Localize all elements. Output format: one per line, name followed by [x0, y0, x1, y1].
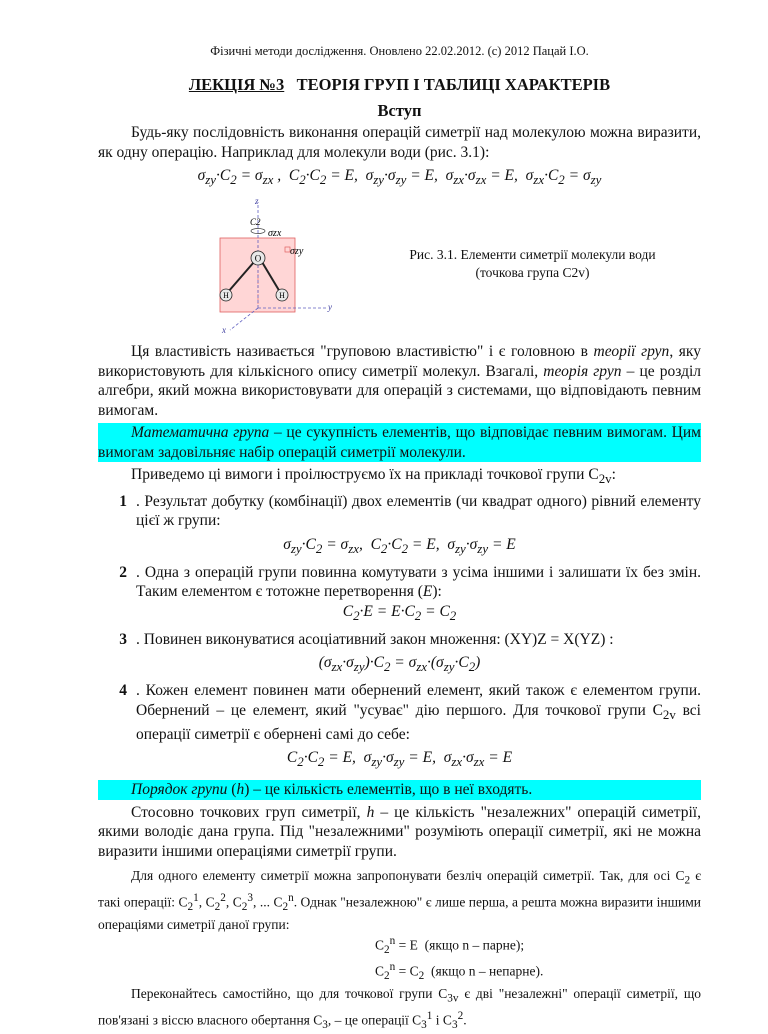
caption-line-2: (точкова група C2v) — [475, 265, 590, 281]
intro-paragraph: Будь-яку послідовність виконання операцій симетрії над молекулою можна виразити, як одну операцію. Наприклад для молекули води (рис. 3.1): — [98, 124, 701, 161]
group-property-paragraph: Ця властивість називається "груповою властивістю" і є головною в теорії груп, яку використовують для кількісного опису симетрії молекул. Взагалі, теорія груп – це розділ алгебри, який можна використовувати для операцій з системами, що відповідають певним вимогам. — [98, 343, 701, 419]
requirement-3: 3 . Повинен виконуватися асоціативний закон множення: (XY)Z = X(YZ) : — [119, 630, 614, 648]
formula-requirement-4: $C_2\cdot C_2 = E$, $\sigma_{zy}\cdot\sigma_{zy} = E$, $\sigma_{zx}\cdot\sigma_{zx} = E$ — [286, 749, 513, 770]
running-header: Фізичні методи дослідження. Оновлено 22.02.2012. (c) 2012 Пацай І.О. — [210, 44, 589, 58]
term-group-theory-2: теорія груп — [543, 362, 622, 380]
caption-line-1: Рис. 3.1. Елементи симетрії молекули води — [409, 247, 656, 263]
formula-water: $\sigma_{zy}\cdot C_2 = \sigma_{zx}$ , $C_2\cdot C_2 = E$, $\sigma_{zy}\cdot\sigma_{zy} = E$, $\sigma_{zx}\cdot\sigma_{zx} = E$, $\sigma_{zx}\cdot C_2 = \sigma_{zy}$ — [197, 167, 602, 188]
sigma-zy-label: σzy — [290, 246, 304, 258]
figure-water-symmetry — [98, 196, 701, 334]
requirement-4: 4 . Кожен елемент повинен мати обернений елемент, який також є елементом групи. Обернений – це елемент, який "усуває" дію першого. Для точкової групи $C_{2v}$ всі операції симетрії є обернені самі до себе: — [119, 682, 701, 743]
note-paragraph-2: Переконайтесь самостійно, що для точкової групи $C_{3v}$ є дві "незалежні" операції симетрії, що пов'язані з віссю власного обертання $C_3$, – це операції $C_3^1$ і $C_3^2$. — [98, 986, 701, 1032]
note-paragraph-1: Для одного елементу симетрії можна запропонувати безліч операцій симетрії. Так, для осі $C_2$ є такі операції: $C_2^1$, $C_2^2$, $C_2^3$, ... $C_2^n$. Однак "незалежною" є лише перша, а решта можна виразити іншими операціями симетрії даної групи: — [98, 868, 702, 933]
lecture-title — [98, 75, 701, 95]
note-formula-even: $C_2^n = E$ (якщо n – парне); — [375, 935, 525, 957]
formula-requirement-3: $(\sigma_{zx}\cdot\sigma_{zy})\cdot C_2 = \sigma_{zx}\cdot(\sigma_{zy}\cdot C_2)$ — [318, 654, 481, 675]
oxygen-label: O — [254, 253, 262, 264]
page — [98, 44, 701, 1034]
definition-math-group: Математична група – це сукупність елементів, що відповідає певним вимогам. Цим вимогам задовільняє набір операцій симетрії молекули. — [98, 424, 701, 461]
term-math-group: Математична група — [131, 424, 270, 442]
requirement-4-number: 4 — [119, 682, 127, 700]
example-paragraph: Приведемо ці вимоги і проілюструємо їх на прикладі точкової групи $C_{2v}$: — [131, 466, 616, 487]
requirement-2-number: 2 — [119, 563, 127, 581]
requirement-2: 2 . Одна з операцій групи повинна комутувати з усіма іншими і залишати їх без змін. Таким елементом є тотожне перетворення (E): — [119, 563, 701, 601]
water-molecule-diagram — [208, 196, 338, 334]
x-label: x — [222, 325, 226, 335]
formula-requirement-2: $C_2\cdot E = E\cdot C_2 = C_2$ — [342, 602, 457, 623]
group-order-paragraph: Стосовно точкових груп симетрії, h – це кількість "незалежних" операцій симетрії, якими володіє дана група. Під "незалежними" розуміють операції симетрії, які не можна виразити іншими операціями симетрії групи. — [98, 803, 701, 860]
hydrogen-label-left: H — [223, 291, 229, 301]
formula-requirement-1: $\sigma_{zy}\cdot C_2 = \sigma_{zx}$, $C_2\cdot C_2 = E$, $\sigma_{zy}\cdot\sigma_{zy} = E$ — [283, 535, 516, 556]
section-heading: Вступ — [377, 101, 422, 120]
lecture-title-text: ТЕОРІЯ ГРУП І ТАБЛИЦІ ХАРАКТЕРІВ — [296, 75, 611, 94]
requirement-1: 1 . Результат добутку (комбінації) двох елементів (чи квадрат одного) рівний елементу цієї ж групи: — [119, 492, 701, 530]
requirement-1-number: 1 — [119, 492, 127, 510]
y-label: y — [328, 302, 332, 313]
requirement-3-number: 3 — [119, 630, 127, 648]
note-formula-odd: $C_2^n = C_2$ (якщо n – непарне). — [375, 961, 544, 983]
hydrogen-label-right: H — [279, 291, 285, 301]
term-group-order: Порядок групи — [131, 781, 228, 799]
figure-caption — [400, 246, 665, 282]
note-block — [98, 867, 701, 1034]
z-label: z — [255, 196, 259, 207]
lecture-number: ЛЕКЦІЯ №3 — [188, 75, 285, 94]
term-group-theory: теорії груп — [593, 343, 670, 361]
sigma-zx-label: σzx — [268, 228, 282, 240]
definition-group-order: Порядок групи (h) – це кількість елементів, що в неї входять. — [98, 780, 701, 800]
c2-label: C2 — [250, 217, 261, 228]
